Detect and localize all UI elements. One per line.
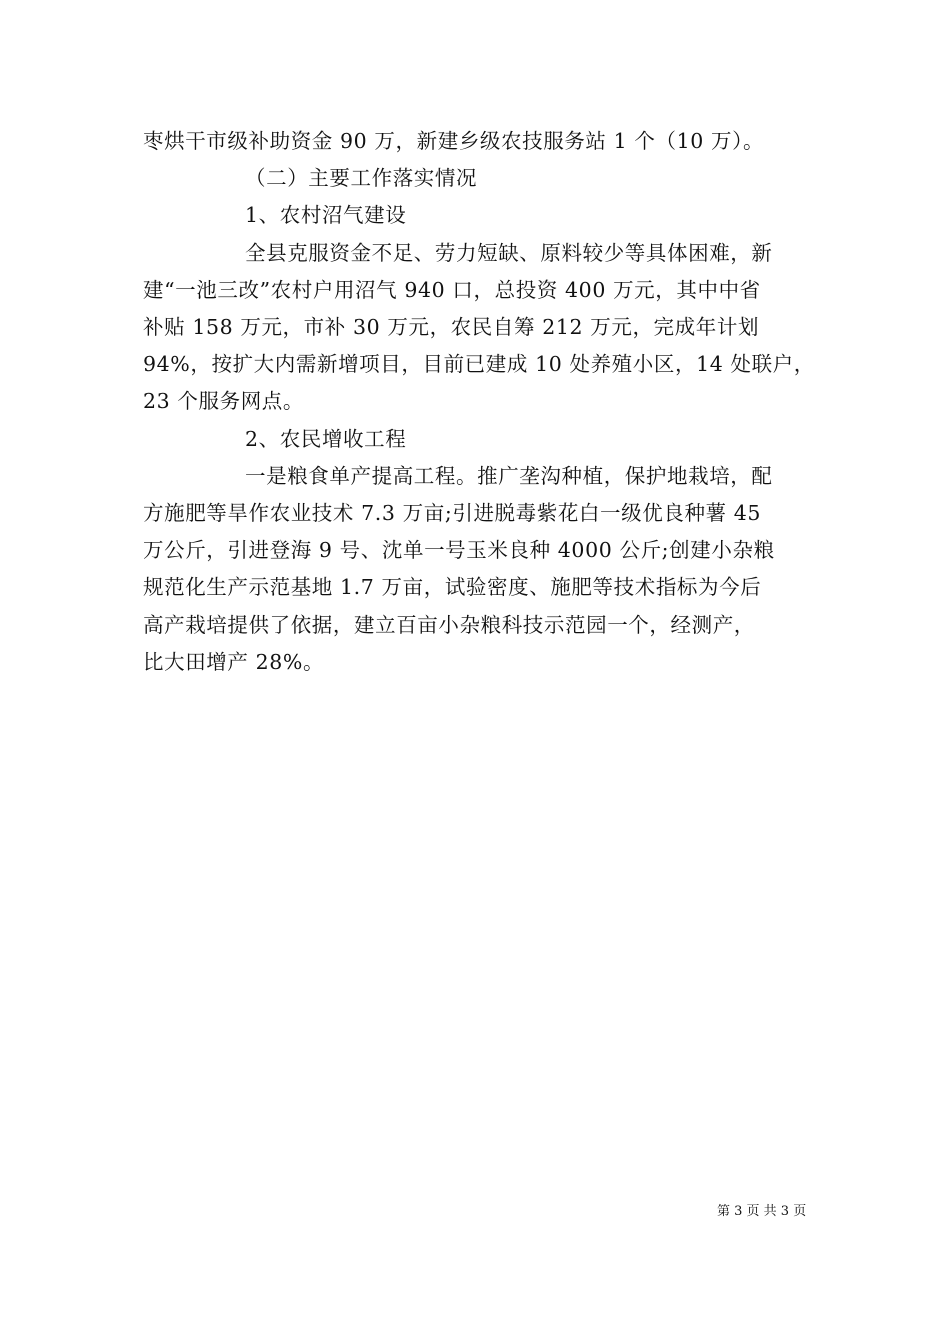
text-line: 枣烘干市级补助资金 90 万，新建乡级农技服务站 1 个（10 万）。 xyxy=(143,129,765,153)
text-line: 一是粮食单产提高工程。推广垄沟种植，保护地栽培，配 xyxy=(245,463,773,488)
text-line: 高产栽培提供了依据，建立百亩小杂粮科技示范园一个，经测产， xyxy=(143,612,755,637)
text-line: 补贴 158 万元，市补 30 万元，农民自筹 212 万元，完成年计划 xyxy=(143,315,760,340)
document-body xyxy=(143,123,821,681)
section-heading: （二）主要工作落实情况 xyxy=(245,166,478,191)
text-line: 94%，按扩大内需新增项目，目前已建成 10 处养殖小区，14 处联户， xyxy=(143,352,815,377)
subsection-heading: 1、农村沼气建设 xyxy=(245,203,407,228)
text-line: 规范化生产示范基地 1.7 万亩，试验密度、施肥等技术指标为今后 xyxy=(143,575,762,600)
page-number: 第 3 页 共 3 页 xyxy=(717,1204,807,1219)
text-line: 23 个服务网点。 xyxy=(143,389,305,414)
text-line: 建“一池三改”农村户用沼气 940 口，总投资 400 万元，其中中省 xyxy=(143,277,761,302)
text-line: 万公斤，引进登海 9 号、沈单一号玉米良种 4000 公斤;创建小杂粮 xyxy=(143,538,775,563)
text-line: 方施肥等旱作农业技术 7.3 万亩;引进脱毒紫花白一级优良种薯 45 xyxy=(143,501,762,526)
subsection-heading: 2、农民增收工程 xyxy=(245,426,407,451)
text-line: 全县克服资金不足、劳力短缺、原料较少等具体困难，新 xyxy=(245,240,773,265)
text-line: 比大田增产 28%。 xyxy=(143,649,325,674)
